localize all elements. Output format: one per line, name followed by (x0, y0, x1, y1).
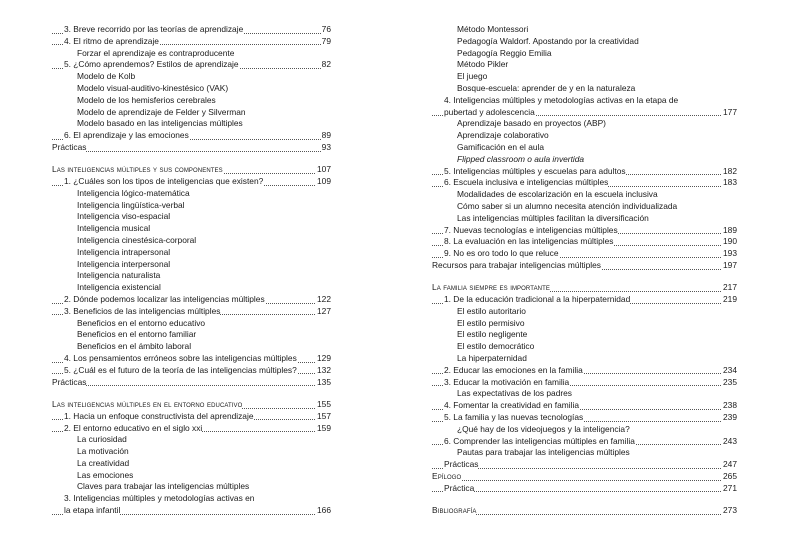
toc-entry-title: Gamificación en el aula (457, 141, 545, 152)
toc-entry-title: Las inteligencias múltiples en el entorno educativo (52, 398, 243, 409)
toc-entry (52, 235, 331, 247)
toc-entry-title: 5. La familia y las nuevas tecnologías (444, 412, 584, 422)
toc-page-number: 238 (723, 400, 737, 411)
toc-entry-title: Pedagogía Reggio Emilia (457, 47, 552, 58)
toc-entry-title: 6. Escuela inclusiva e inteligencias múltiples (444, 177, 609, 188)
toc-entry-title: 3. Breve recorrido por las teorías de aprendizaje (64, 24, 244, 34)
toc-entry (432, 365, 737, 377)
toc-entry (432, 341, 737, 353)
toc-page-number: 89 (321, 130, 331, 141)
toc-entry-title: Pautas para trabajar las inteligencias múltiples (457, 447, 630, 458)
toc-page-number: 234 (723, 364, 737, 375)
toc-entry (52, 24, 331, 36)
toc-entry (52, 247, 331, 259)
toc-entry-title: Modelo visual-auditivo-kinestésico (VAK) (77, 82, 229, 93)
toc-page-number: 127 (317, 305, 331, 316)
toc-entry-title: 4. Los pensamientos erróneos sobre las inteligencias múltiples (64, 353, 297, 364)
toc-entry (52, 470, 331, 482)
toc-entry (52, 318, 331, 330)
toc-page-number: 132 (317, 364, 331, 375)
toc-entry (432, 154, 737, 166)
toc-entry (52, 95, 331, 107)
toc-entry (52, 282, 331, 294)
toc-entry-title: la etapa infantil (64, 505, 121, 516)
toc-page-number: 109 (317, 176, 331, 187)
toc-entry (432, 130, 737, 142)
toc-entry-title: Epílogo (432, 470, 462, 481)
toc-entry-title: Prácticas (52, 376, 87, 387)
toc-page-number: 247 (723, 459, 737, 470)
toc-page-number: 189 (723, 224, 737, 235)
toc-entry (432, 329, 737, 341)
toc-entry (52, 434, 331, 446)
toc-entry (432, 436, 737, 448)
toc-page-number: 82 (321, 59, 331, 70)
toc-entry-title: Recursos para trabajar inteligencias múltiples (432, 259, 601, 270)
toc-entry-title: 1. Hacia un enfoque constructivista del aprendizaje (64, 410, 254, 421)
toc-page-number: 193 (723, 248, 737, 259)
toc-page-number: 265 (723, 470, 737, 481)
toc-entry (52, 71, 331, 83)
toc-entry (432, 447, 737, 459)
toc-entry-title: 9. No es oro todo lo que reluce (444, 248, 559, 259)
toc-entry-title: Modelo de aprendizaje de Felder y Silverman (77, 106, 246, 117)
toc-entry-title: 2. Educar las emociones en la familia (444, 364, 583, 375)
toc-entry-title: El estilo democrático (457, 341, 535, 352)
toc-entry-title: Modalidades de escolarización en la escuela inclusiva (457, 189, 658, 200)
toc-entry (52, 48, 331, 60)
toc-entry (432, 260, 737, 272)
toc-entry-title: 3. Educar la motivación en familia (444, 376, 570, 387)
toc-entry-title: Las inteligencias múltiples facilitan la diversificación (457, 212, 649, 223)
toc-chapter-heading (432, 505, 737, 517)
toc-entry (52, 188, 331, 200)
toc-entry-title: Inteligencia existencial (77, 282, 161, 293)
toc-entry (432, 225, 737, 237)
toc-entry (52, 377, 331, 389)
toc-entry (432, 248, 737, 260)
toc-entry-title: Modelo de los hemisferios cerebrales (77, 94, 216, 105)
toc-page-number: 122 (317, 294, 331, 305)
toc-entry (432, 294, 737, 306)
toc-entry-title: El juego (457, 71, 488, 82)
toc-chapter-heading (52, 399, 331, 411)
toc-entry-title: Claves para trabajar las inteligencias múltiples (77, 481, 250, 492)
toc-entry (52, 423, 331, 435)
toc-entry (52, 341, 331, 353)
toc-entry-title: 5. ¿Cuál es el futuro de la teoría de las inteligencias múltiples? (64, 364, 297, 375)
toc-entry (52, 411, 331, 423)
toc-entry-title: Bibliografía (432, 505, 477, 516)
toc-page-number: 243 (723, 435, 737, 446)
toc-entry (52, 353, 331, 365)
toc-chapter-heading (432, 282, 737, 294)
toc-entry-title: Beneficios en el entorno familiar (77, 329, 197, 340)
toc-entry (432, 459, 737, 471)
toc-entry-title: Inteligencia cinestésica-corporal (77, 235, 197, 246)
toc-entry (432, 189, 737, 201)
toc-entry (52, 142, 331, 154)
toc-entry-title: 8. La evaluación en las inteligencias múltiples (444, 236, 614, 247)
toc-entry (52, 270, 331, 282)
toc-page-number: 157 (317, 410, 331, 421)
toc-entry-title: Prácticas (444, 459, 479, 470)
toc-entry-title: Inteligencia intrapersonal (77, 246, 171, 257)
toc-entry (432, 177, 737, 189)
toc-entry-title: Inteligencia musical (77, 223, 151, 234)
toc-page-number: 76 (321, 24, 331, 34)
toc-entry (432, 318, 737, 330)
toc-entry (52, 294, 331, 306)
toc-entry (432, 412, 737, 424)
toc-entry (432, 36, 737, 48)
toc-entry-title: Inteligencia lingüística-verbal (77, 199, 185, 210)
toc-entry-title: La creatividad (77, 457, 130, 468)
toc-entry (432, 236, 737, 248)
toc-page-number: 197 (723, 259, 737, 270)
toc-entry-title: Inteligencia naturalista (77, 270, 161, 281)
toc-page-number: 177 (723, 106, 737, 117)
toc-entry-title: Las emociones (77, 469, 134, 480)
toc-entry (432, 388, 737, 400)
toc-entry-title: 1. ¿Cuáles son los tipos de inteligencias que existen? (64, 176, 264, 187)
toc-page-number: 159 (317, 422, 331, 433)
toc-page-number: 273 (723, 505, 737, 516)
toc-entry (432, 201, 737, 213)
toc-entry-title: 2. Dónde podemos localizar las inteligencias múltiples (64, 294, 265, 305)
toc-entry-title: 5. ¿Cómo aprendemos? Estilos de aprendizaje (64, 59, 239, 70)
toc-entry (52, 365, 331, 377)
toc-entry-title: pubertad y adolescencia (444, 106, 535, 117)
toc-entry (52, 107, 331, 119)
toc-entry-title: 4. El ritmo de aprendizaje (64, 35, 159, 46)
toc-page-number: 271 (723, 482, 737, 493)
toc-entry-title: Las inteligencias múltiples y sus componentes (52, 164, 223, 175)
toc-entry-title: Inteligencia interpersonal (77, 258, 171, 269)
toc-page-number: 182 (723, 165, 737, 176)
toc-entry (432, 48, 737, 60)
toc-entry (52, 329, 331, 341)
toc-entry-title: 4. Inteligencias múltiples y metodologías activas en la etapa de (444, 94, 679, 105)
toc-entry (52, 211, 331, 223)
toc-entry-title: Flipped classroom o aula invertida (457, 153, 585, 164)
toc-entry-title: La curiosidad (77, 434, 127, 445)
toc-entry-title: Pedagogía Waldorf. Apostando por la creatividad (457, 35, 639, 46)
toc-entry-title: Práctica (444, 482, 475, 493)
toc-entry-title: Forzar el aprendizaje es contraproducente (77, 47, 235, 58)
toc-entry-title: 4. Fomentar la creatividad en familia (444, 400, 579, 411)
toc-page-number: 135 (317, 376, 331, 387)
toc-entry (432, 142, 737, 154)
toc-entry-title: Las expectativas de los padres (457, 388, 572, 399)
toc-entry (52, 458, 331, 470)
toc-entry (432, 83, 737, 95)
toc-entry-title: 6. El aprendizaje y las emociones (64, 130, 189, 141)
toc-entry-title: La motivación (77, 446, 129, 457)
toc-entry (52, 493, 331, 505)
toc-entry (52, 481, 331, 493)
toc-entry (52, 259, 331, 271)
toc-chapter-heading (52, 164, 331, 176)
toc-entry-title: La hiperpaternidad (457, 353, 527, 364)
toc-entry (432, 483, 737, 495)
toc-entry (432, 107, 737, 119)
toc-page-number: 107 (317, 164, 331, 175)
toc-entry-title: Beneficios en el entorno educativo (77, 317, 206, 328)
toc-entry-title: 3. Inteligencias múltiples y metodologías activas en (64, 493, 255, 504)
toc-entry-title: Prácticas (52, 141, 87, 152)
toc-entry (432, 353, 737, 365)
toc-entry-title: Inteligencia lógico-matemática (77, 187, 190, 198)
toc-entry-title: Método Pikler (457, 59, 509, 70)
toc-chapter-heading (432, 471, 737, 483)
toc-page-number: 183 (723, 177, 737, 188)
toc-entry (52, 36, 331, 48)
toc-page-number: 217 (723, 282, 737, 293)
toc-entry-title: Modelo basado en las inteligencias múltiples (77, 118, 243, 129)
toc-entry (432, 400, 737, 412)
toc-entry-title: Aprendizaje colaborativo (457, 130, 549, 141)
toc-entry-title: 6. Comprender las inteligencias múltiples en familia (444, 435, 635, 446)
toc-page-number: 219 (723, 294, 737, 305)
toc-entry (52, 505, 331, 517)
toc-entry (432, 213, 737, 225)
toc-entry-title: ¿Qué hay de los videojuegos y la inteligencia? (457, 423, 630, 434)
toc-entry (52, 130, 331, 142)
toc-entry-title: La familia siempre es importante (432, 282, 550, 293)
toc-entry-title: El estilo negligente (457, 329, 528, 340)
toc-entry (52, 446, 331, 458)
toc-entry (432, 71, 737, 83)
toc-entry (432, 166, 737, 178)
toc-entry (432, 377, 737, 389)
toc-entry-title: 1. De la educación tradicional a la hiperpaternidad (444, 294, 631, 305)
toc-page-number: 79 (321, 35, 331, 46)
toc-entry-title: 5. Inteligencias múltiples y escuelas para adultos (444, 165, 626, 176)
toc-entry-title: El estilo permisivo (457, 317, 525, 328)
toc-entry-title: Inteligencia viso-espacial (77, 211, 171, 222)
toc-page-number: 166 (317, 505, 331, 516)
toc-entry-title: Aprendizaje basado en proyectos (ABP) (457, 118, 606, 129)
toc-entry-title: 7. Nuevas tecnologías e inteligencias múltiples (444, 224, 618, 235)
toc-entry (432, 24, 737, 36)
toc-entry (52, 200, 331, 212)
toc-entry-title: Método Montessori (457, 24, 529, 34)
toc-entry-title: El estilo autoritario (457, 305, 526, 316)
toc-page-number: 239 (723, 412, 737, 422)
toc-entry (432, 95, 737, 107)
toc-entry-title: 3. Beneficios de las inteligencias múltiples (64, 305, 221, 316)
toc-entry (52, 118, 331, 130)
toc-entry (432, 306, 737, 318)
toc-entry-title: Bosque-escuela: aprender de y en la naturaleza (457, 82, 636, 93)
toc-page-number: 93 (321, 141, 331, 152)
toc-page-number: 235 (723, 376, 737, 387)
toc-entry (52, 176, 331, 188)
toc-page-number: 190 (723, 236, 737, 247)
toc-entry (52, 223, 331, 235)
toc-entry (52, 306, 331, 318)
toc-entry (432, 424, 737, 436)
toc-entry-title: Cómo saber si un alumno necesita atención individualizada (457, 200, 678, 211)
toc-entry (432, 59, 737, 71)
toc-column-left (52, 24, 331, 517)
toc-page-number: 129 (317, 353, 331, 364)
toc-entry (52, 83, 331, 95)
toc-entry-title: Modelo de Kolb (77, 71, 136, 82)
toc-entry-title: Beneficios en el ámbito laboral (77, 341, 192, 352)
toc-entry-title: 2. El entorno educativo en el siglo xxi (64, 422, 203, 433)
toc-page-number: 155 (317, 398, 331, 409)
toc-entry (432, 118, 737, 130)
toc-entry (52, 59, 331, 71)
toc-column-right (432, 24, 737, 517)
